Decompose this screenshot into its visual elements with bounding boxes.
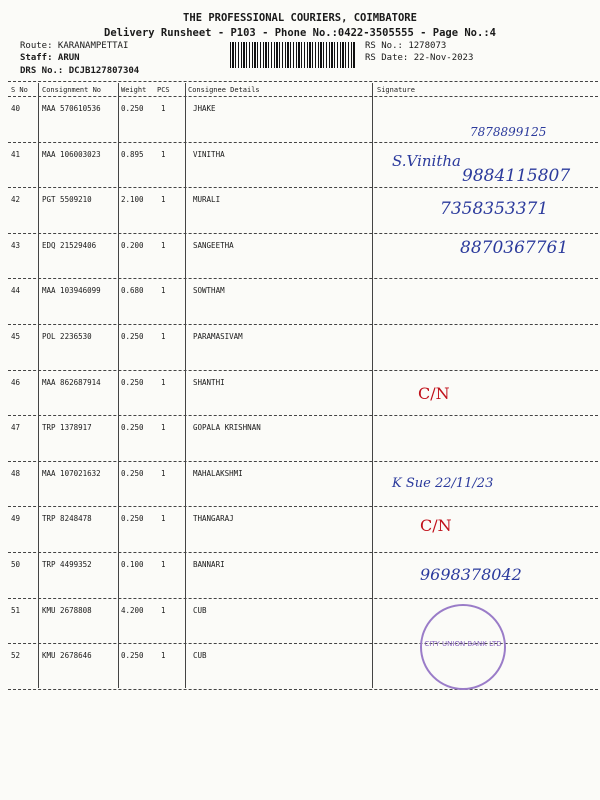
handwritten-phone: 9698378042 xyxy=(420,565,522,584)
row-weight: 0.200 xyxy=(121,240,144,250)
row-pcs: 1 xyxy=(161,104,166,113)
row-divider xyxy=(8,278,598,279)
row-pcs: 1 xyxy=(161,286,166,296)
handwritten-name-date: K Sue 22/11/23 xyxy=(392,476,494,491)
row-consignment-no: KMU 2678646 xyxy=(42,651,92,661)
document-subtitle: Delivery Runsheet - P103 - Phone No.:0422-3505555 - Page No.:4 xyxy=(104,27,496,39)
row-weight: 0.250 xyxy=(121,332,144,341)
row-consignment-no: TRP 1378917 xyxy=(42,423,92,433)
row-consignee: BANNARI xyxy=(193,560,225,569)
row-consignee: MURALI xyxy=(193,195,221,205)
row-consignee: SHANTHI xyxy=(193,377,225,387)
col-consignee: Consignee Details xyxy=(188,86,260,94)
staff-label: Staff: ARUN xyxy=(20,53,80,63)
row-sno: 45 xyxy=(11,332,21,341)
row-divider xyxy=(8,598,598,599)
row-divider xyxy=(8,506,598,507)
row-sno: 48 xyxy=(11,468,21,478)
handwritten-cn-note: C/N xyxy=(420,516,452,535)
row-divider xyxy=(8,370,598,371)
row-sno: 46 xyxy=(11,377,21,387)
handwritten-phone: 7358353371 xyxy=(440,199,549,219)
col-signature: Signature xyxy=(377,86,415,94)
row-divider xyxy=(8,142,598,143)
row-pcs: 1 xyxy=(161,332,166,341)
row-pcs: 1 xyxy=(161,605,166,615)
row-sno: 47 xyxy=(11,423,21,433)
row-consignee: THANGARAJ xyxy=(193,514,234,524)
row-consignment-no: MAA 103946099 xyxy=(42,286,101,296)
row-consignment-no: MAA 570610536 xyxy=(42,104,101,113)
row-consignee: MAHALAKSHMI xyxy=(193,468,243,478)
row-divider xyxy=(8,187,598,188)
row-sno: 43 xyxy=(11,240,21,250)
row-consignee: VINITHA xyxy=(193,149,225,159)
bank-stamp-text: CITY UNION BANK LTD xyxy=(424,640,502,648)
row-consignment-no: EDQ 21529406 xyxy=(42,240,97,250)
row-divider xyxy=(8,233,598,234)
col-consignment: Consignment No xyxy=(42,86,102,94)
row-sno: 52 xyxy=(11,651,21,661)
route-label: Route: KARANAMPETTAI xyxy=(20,41,129,51)
row-weight: 0.250 xyxy=(121,377,144,387)
header-rule xyxy=(8,96,598,97)
row-pcs: 1 xyxy=(161,195,166,205)
handwritten-cn-note: C/N xyxy=(418,384,450,403)
row-consignment-no: MAA 106003023 xyxy=(42,149,101,159)
row-consignee: SANGEETHA xyxy=(193,240,234,250)
row-sno: 44 xyxy=(11,286,21,296)
row-weight: 0.250 xyxy=(121,423,144,433)
row-divider xyxy=(8,552,598,553)
row-sno: 41 xyxy=(11,149,21,159)
table-row xyxy=(0,645,600,705)
barcode xyxy=(230,42,355,68)
row-divider xyxy=(8,689,598,690)
row-pcs: 1 xyxy=(161,651,166,661)
table-top-rule xyxy=(8,81,598,82)
row-consignment-no: TRP 4499352 xyxy=(42,560,92,569)
row-pcs: 1 xyxy=(161,240,166,250)
row-sno: 50 xyxy=(11,560,21,569)
row-pcs: 1 xyxy=(161,468,166,478)
row-sno: 49 xyxy=(11,514,21,524)
handwritten-phone: 8870367761 xyxy=(460,238,569,258)
row-consignment-no: KMU 2678808 xyxy=(42,605,92,615)
col-weight: Weight xyxy=(121,86,147,94)
row-divider xyxy=(8,461,598,462)
row-weight: 0.250 xyxy=(121,468,144,478)
row-consignment-no: MAA 862687914 xyxy=(42,377,101,387)
row-weight: 0.100 xyxy=(121,560,144,569)
row-consignment-no: PGT 5509210 xyxy=(42,195,92,205)
bank-stamp xyxy=(420,604,506,690)
row-weight: 0.250 xyxy=(121,514,144,524)
row-weight: 0.680 xyxy=(121,286,144,296)
row-consignee: SOWTHAM xyxy=(193,286,225,296)
row-pcs: 1 xyxy=(161,514,166,524)
row-consignment-no: MAA 107021632 xyxy=(42,468,101,478)
row-weight: 0.895 xyxy=(121,149,144,159)
row-divider xyxy=(8,324,598,325)
row-sno: 51 xyxy=(11,605,21,615)
rs-number: RS No.: 1278073 xyxy=(365,41,447,51)
row-pcs: 1 xyxy=(161,423,166,433)
handwritten-name: S.Vinitha xyxy=(392,152,461,170)
row-consignee: GOPALA KRISHNAN xyxy=(193,423,261,433)
row-consignee: CUB xyxy=(193,651,207,661)
handwritten-phone: 9884115807 xyxy=(462,166,571,186)
handwritten-phone: 7878899125 xyxy=(470,125,547,139)
drs-number: DRS No.: DCJB127807304 xyxy=(20,66,140,76)
row-pcs: 1 xyxy=(161,149,166,159)
row-pcs: 1 xyxy=(161,377,166,387)
rs-date: RS Date: 22-Nov-2023 xyxy=(365,53,474,63)
row-divider xyxy=(8,415,598,416)
col-sno: S No xyxy=(11,86,28,94)
row-sno: 42 xyxy=(11,195,21,205)
row-pcs: 1 xyxy=(161,560,166,569)
row-consignee: CUB xyxy=(193,605,207,615)
row-consignment-no: POL 2236530 xyxy=(42,332,92,341)
row-consignee: JHAKE xyxy=(193,104,216,113)
row-weight: 2.100 xyxy=(121,195,144,205)
document-title: THE PROFESSIONAL COURIERS, COIMBATORE xyxy=(183,12,417,24)
row-sno: 40 xyxy=(11,104,21,113)
row-weight: 0.250 xyxy=(121,104,144,113)
row-consignee: PARAMASIVAM xyxy=(193,332,243,341)
row-consignment-no: TRP 8248478 xyxy=(42,514,92,524)
row-weight: 0.250 xyxy=(121,651,144,661)
row-weight: 4.200 xyxy=(121,605,144,615)
row-divider xyxy=(8,643,598,644)
col-pcs: PCS xyxy=(157,86,170,94)
